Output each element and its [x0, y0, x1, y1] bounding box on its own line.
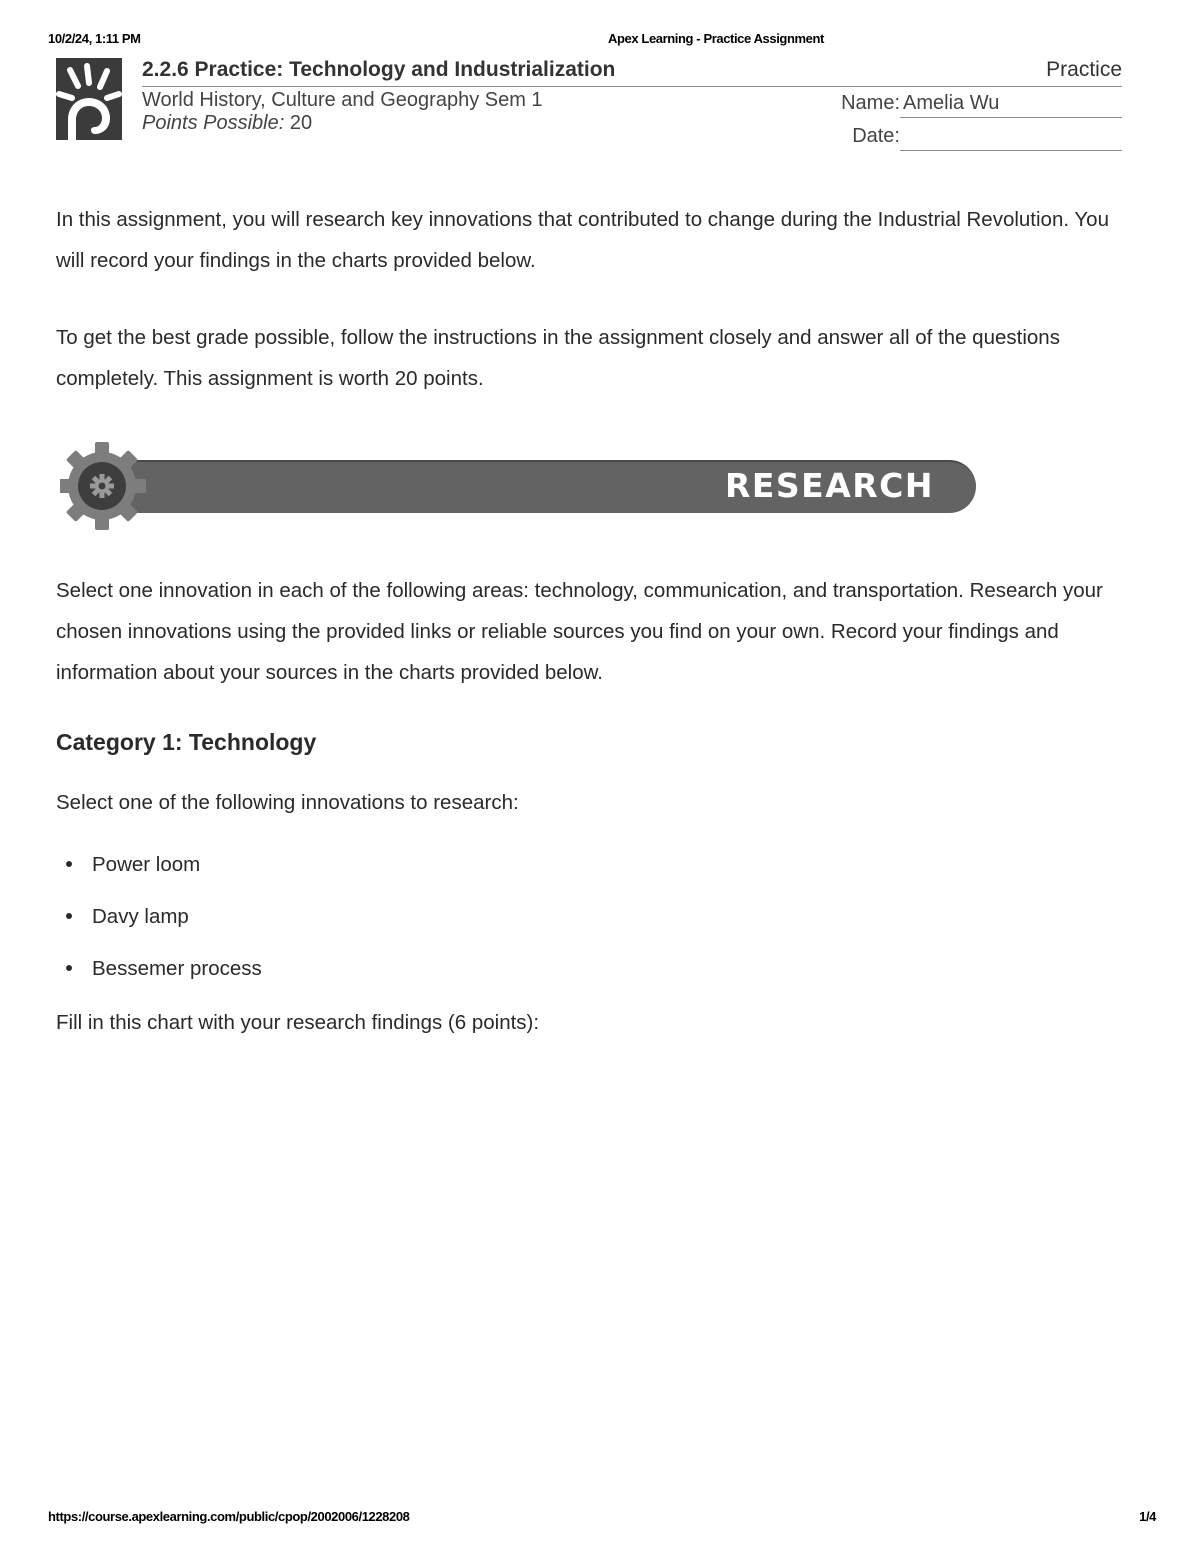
name-field[interactable]: [830, 90, 1122, 118]
research-banner: [60, 440, 980, 532]
name-value[interactable]: Amelia Wu: [903, 92, 1000, 114]
print-page-title: Apex Learning - Practice Assignment: [608, 31, 824, 46]
print-header: [48, 31, 1156, 49]
points-possible-value: 20: [289, 112, 313, 134]
print-footer: [48, 1509, 1156, 1527]
assignment-type: Practice: [1046, 58, 1122, 81]
fill-chart-prompt: Fill in this chart with your research findings (6 points):: [56, 1011, 540, 1034]
name-label: Name:: [841, 92, 900, 114]
assignment-title: 2.2.6 Practice: Technology and Industrialization: [142, 58, 616, 81]
gear-icon: [60, 440, 152, 532]
print-datetime: 10/2/24, 1:11 PM: [48, 31, 141, 46]
apex-learning-logo-icon: [56, 58, 122, 140]
points-possible: [142, 112, 312, 135]
list-item: Davy lamp: [56, 897, 262, 949]
category-prompt: Select one of the following innovations to research:: [56, 791, 519, 814]
assignment-header: [56, 56, 1122, 156]
date-underline: [900, 150, 1122, 151]
course-name: World History, Culture and Geography Sem 1: [142, 89, 543, 111]
category-heading: Category 1: Technology: [56, 729, 317, 755]
print-url: https://course.apexlearning.com/public/cpop/2002006/1228208: [48, 1509, 410, 1524]
research-instructions: Select one innovation in each of the following areas: technology, communication, and transportation. Research your chosen innovations using the provided links or reliable sources you find on your own. Record your findings and information about your sources in the charts provided below.: [56, 579, 1103, 684]
instructions-paragraph: To get the best grade possible, follow the instructions in the assignment closely and answer all of the questions completely. This assignment is worth 20 points.: [56, 326, 1060, 390]
date-field[interactable]: [830, 123, 1122, 151]
list-item: Power loom: [56, 845, 262, 897]
innovation-options-list: [56, 845, 262, 1001]
intro-paragraph: In this assignment, you will research key innovations that contributed to change during the Industrial Revolution. You will record your findings in the charts provided below.: [56, 208, 1109, 272]
list-item: Bessemer process: [56, 949, 262, 1001]
date-label: Date:: [852, 125, 900, 147]
research-banner-label: RESEARCH: [724, 466, 934, 505]
points-possible-label: Points Possible:: [142, 112, 285, 134]
header-divider: [142, 86, 1122, 87]
name-underline: [900, 117, 1122, 118]
page-number: 1/4: [1139, 1509, 1156, 1524]
research-banner-bar: [90, 460, 976, 513]
